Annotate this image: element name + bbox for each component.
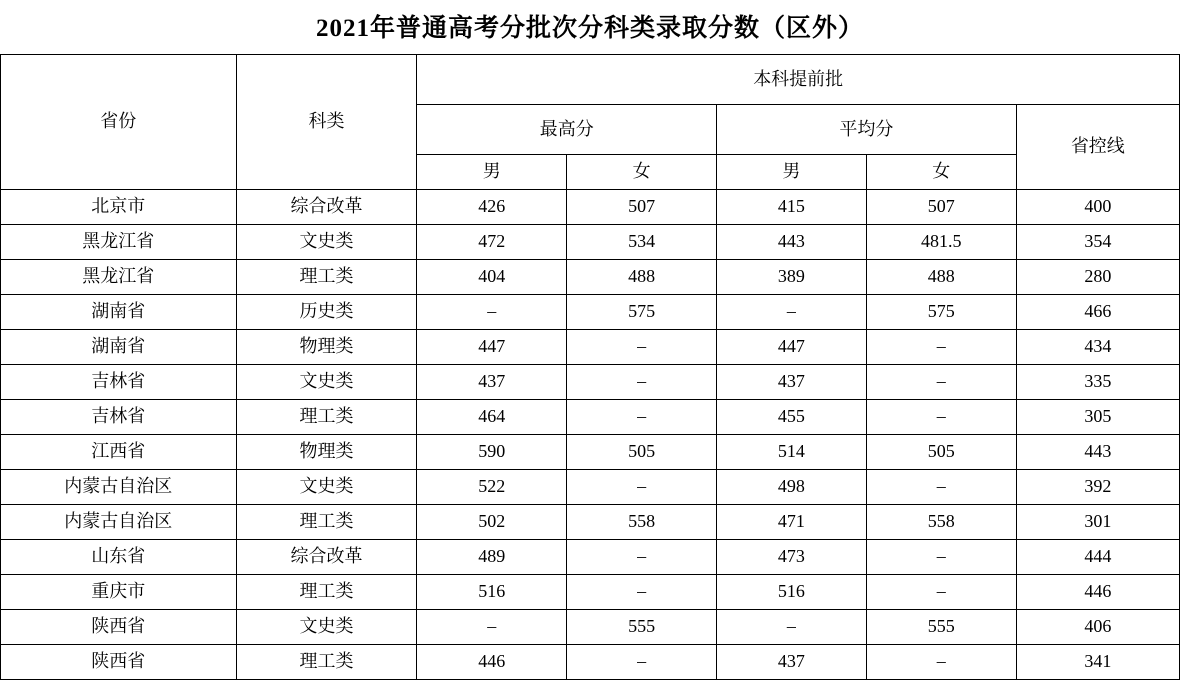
cell-category: 综合改革 [236,190,417,225]
cell-line: 305 [1016,400,1179,435]
cell-high-female: – [567,365,717,400]
cell-line: 443 [1016,435,1179,470]
cell-category: 理工类 [236,575,417,610]
cell-high-male: 447 [417,330,567,365]
header-average: 平均分 [717,105,1017,155]
cell-province: 湖南省 [1,295,237,330]
cell-high-male: 426 [417,190,567,225]
cell-avg-female: 575 [866,295,1016,330]
cell-high-female: 534 [567,225,717,260]
cell-line: 335 [1016,365,1179,400]
header-provincial-line: 省控线 [1016,105,1179,190]
cell-category: 理工类 [236,645,417,680]
cell-avg-female: 555 [866,610,1016,645]
cell-province: 黑龙江省 [1,225,237,260]
cell-avg-male: 498 [717,470,867,505]
cell-province: 内蒙古自治区 [1,470,237,505]
header-highest: 最高分 [417,105,717,155]
cell-province: 北京市 [1,190,237,225]
cell-high-male: 489 [417,540,567,575]
cell-high-male: 404 [417,260,567,295]
header-average-female: 女 [866,155,1016,190]
cell-avg-male: 471 [717,505,867,540]
table-row [1,575,1180,610]
cell-avg-female: 558 [866,505,1016,540]
cell-avg-male: 443 [717,225,867,260]
table-row [1,540,1180,575]
cell-high-female: – [567,330,717,365]
cell-category: 物理类 [236,435,417,470]
table-row [1,470,1180,505]
cell-line: 466 [1016,295,1179,330]
cell-avg-female: – [866,330,1016,365]
cell-province: 湖南省 [1,330,237,365]
header-average-male: 男 [717,155,867,190]
cell-category: 文史类 [236,365,417,400]
cell-category: 理工类 [236,505,417,540]
table-body [1,190,1180,680]
cell-avg-female: 488 [866,260,1016,295]
cell-line: 444 [1016,540,1179,575]
cell-line: 280 [1016,260,1179,295]
cell-line: 301 [1016,505,1179,540]
cell-province: 陕西省 [1,610,237,645]
cell-high-female: 555 [567,610,717,645]
cell-high-male: 437 [417,365,567,400]
header-category: 科类 [236,55,417,190]
table-row [1,225,1180,260]
cell-line: 400 [1016,190,1179,225]
cell-avg-male: 514 [717,435,867,470]
table-row [1,400,1180,435]
cell-line: 446 [1016,575,1179,610]
header-highest-female: 女 [567,155,717,190]
table-row [1,295,1180,330]
cell-avg-male: 437 [717,645,867,680]
cell-high-male: – [417,295,567,330]
cell-avg-female: – [866,400,1016,435]
cell-avg-female: 481.5 [866,225,1016,260]
cell-province: 黑龙江省 [1,260,237,295]
page-title: 2021年普通高考分批次分科类录取分数（区外） [315,15,864,42]
cell-province: 江西省 [1,435,237,470]
table-row [1,190,1180,225]
cell-line: 406 [1016,610,1179,645]
cell-high-female: 505 [567,435,717,470]
cell-high-female: – [567,575,717,610]
cell-high-male: 590 [417,435,567,470]
cell-high-female: – [567,400,717,435]
cell-avg-male: 389 [717,260,867,295]
cell-avg-male: 437 [717,365,867,400]
cell-category: 理工类 [236,260,417,295]
cell-high-female: – [567,645,717,680]
cell-avg-male: 473 [717,540,867,575]
cell-category: 历史类 [236,295,417,330]
cell-avg-male: 516 [717,575,867,610]
cell-avg-female: – [866,470,1016,505]
cell-high-female: 507 [567,190,717,225]
cell-line: 354 [1016,225,1179,260]
cell-high-female: 575 [567,295,717,330]
table-row [1,435,1180,470]
cell-avg-female: 505 [866,435,1016,470]
table-row [1,260,1180,295]
header-province: 省份 [1,55,237,190]
cell-avg-male: 455 [717,400,867,435]
cell-high-male: 446 [417,645,567,680]
cell-category: 文史类 [236,610,417,645]
cell-avg-female: – [866,365,1016,400]
cell-avg-male: – [717,610,867,645]
cell-high-male: 502 [417,505,567,540]
cell-high-male: 472 [417,225,567,260]
cell-high-female: – [567,540,717,575]
cell-province: 吉林省 [1,365,237,400]
cell-province: 重庆市 [1,575,237,610]
table-row [1,365,1180,400]
cell-avg-male: 447 [717,330,867,365]
cell-high-female: 488 [567,260,717,295]
cell-category: 文史类 [236,470,417,505]
cell-avg-female: 507 [866,190,1016,225]
table-header [1,55,1180,190]
cell-avg-male: 415 [717,190,867,225]
cell-high-male: 522 [417,470,567,505]
cell-category: 综合改革 [236,540,417,575]
cell-province: 内蒙古自治区 [1,505,237,540]
cell-avg-male: – [717,295,867,330]
cell-province: 山东省 [1,540,237,575]
cell-category: 物理类 [236,330,417,365]
cell-high-male: 516 [417,575,567,610]
score-table [0,54,1180,680]
header-highest-male: 男 [417,155,567,190]
table-row [1,645,1180,680]
cell-avg-female: – [866,540,1016,575]
header-row-1 [1,55,1180,105]
cell-line: 392 [1016,470,1179,505]
cell-line: 341 [1016,645,1179,680]
cell-province: 陕西省 [1,645,237,680]
cell-high-female: 558 [567,505,717,540]
cell-category: 文史类 [236,225,417,260]
table-row [1,505,1180,540]
table-row [1,610,1180,645]
cell-avg-female: – [866,575,1016,610]
cell-category: 理工类 [236,400,417,435]
cell-province: 吉林省 [1,400,237,435]
cell-high-male: – [417,610,567,645]
cell-avg-female: – [866,645,1016,680]
table-row [1,330,1180,365]
cell-line: 434 [1016,330,1179,365]
header-batch: 本科提前批 [417,55,1180,105]
cell-high-male: 464 [417,400,567,435]
cell-high-female: – [567,470,717,505]
